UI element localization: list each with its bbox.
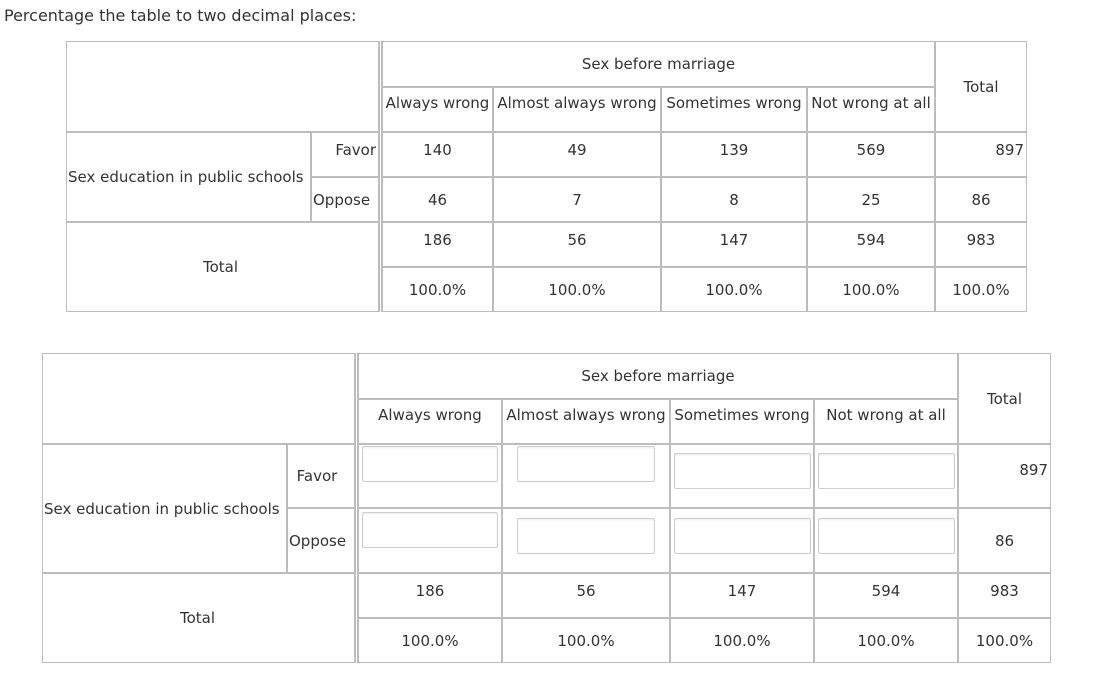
- cell-value: 897: [1019, 461, 1048, 479]
- cell-value: 897: [995, 141, 1024, 159]
- percent-sometimes-wrong: [661, 267, 807, 312]
- total-header: [935, 41, 1027, 132]
- cell-value: 56: [576, 582, 596, 600]
- cell-value: 983: [966, 231, 996, 249]
- percent-total: [935, 267, 1027, 312]
- total-sometimes-wrong: [670, 573, 814, 618]
- total-sometimes-wrong: [661, 222, 807, 267]
- cell-favor-always-wrong: [382, 132, 493, 177]
- row-label: Oppose: [313, 190, 371, 209]
- col-header-not-wrong-at-all: [807, 87, 935, 132]
- row-label-oppose: [311, 177, 379, 222]
- col-header-almost-always-wrong: [493, 87, 661, 132]
- row-label: Favor: [335, 141, 376, 159]
- cell-value: 147: [727, 582, 757, 600]
- total-row-label: Total: [202, 258, 239, 276]
- row-label: Favor: [296, 467, 338, 485]
- answer-input-favor-almost-always-wrong[interactable]: [517, 446, 655, 482]
- cell-favor-not-wrong-at-all: [807, 132, 935, 177]
- cell-value: 594: [856, 231, 886, 249]
- cell-oppose-total: [958, 508, 1051, 573]
- total-row-header: [42, 573, 355, 663]
- cell-value: 25: [861, 190, 881, 209]
- cell-value: 86: [994, 531, 1015, 550]
- col-header-always-wrong: [358, 399, 502, 444]
- row-group-header: [66, 132, 311, 222]
- col-header-label: Always wrong: [385, 94, 490, 112]
- cell-oppose-not-wrong-at-all: [807, 177, 935, 222]
- col-group-header: [382, 41, 935, 87]
- answer-input-favor-always-wrong[interactable]: [362, 446, 498, 482]
- cell-value: 100.0%: [401, 631, 459, 650]
- row-label-favor: [311, 132, 379, 177]
- percent-always-wrong: [382, 267, 493, 312]
- total-almost-always-wrong: [502, 573, 670, 618]
- cell-value: 147: [719, 231, 749, 249]
- total-not-wrong-at-all: [814, 573, 958, 618]
- cell-value: 100.0%: [842, 280, 900, 299]
- cell-value: 139: [719, 141, 749, 159]
- col-group-header: [358, 353, 958, 399]
- col-header-label: Almost always wrong: [497, 94, 657, 112]
- double-border: [355, 353, 358, 663]
- col-group-label: Sex before marriage: [581, 367, 735, 385]
- answer-input-favor-sometimes-wrong[interactable]: [674, 453, 811, 489]
- cell-value: 100.0%: [548, 280, 606, 299]
- cell-value: 56: [567, 231, 587, 249]
- percent-not-wrong-at-all: [814, 618, 958, 663]
- corner-cell: [42, 353, 355, 444]
- total-header-label: Total: [986, 389, 1023, 408]
- col-header-not-wrong-at-all: [814, 399, 958, 444]
- answer-input-oppose-always-wrong[interactable]: [362, 512, 498, 548]
- cell-value: 186: [415, 582, 445, 600]
- cell-value: 100.0%: [713, 631, 771, 650]
- col-header-label: Not wrong at all: [826, 406, 946, 424]
- col-header-label: Not wrong at all: [811, 94, 931, 112]
- total-header: [958, 353, 1051, 444]
- col-header-label: Almost always wrong: [506, 406, 666, 424]
- col-header-label: Sometimes wrong: [666, 94, 802, 112]
- cell-value: 186: [423, 231, 452, 249]
- answer-input-oppose-sometimes-wrong[interactable]: [674, 518, 811, 554]
- corner-cell: [66, 41, 379, 132]
- cell-value: 569: [856, 141, 886, 159]
- cell-value: 140: [423, 141, 452, 159]
- answer-input-oppose-not-wrong-at-all[interactable]: [818, 518, 955, 554]
- col-header-label: Always wrong: [378, 406, 482, 424]
- total-not-wrong-at-all: [807, 222, 935, 267]
- cell-oppose-total: [935, 177, 1027, 222]
- cell-value: 8: [729, 190, 739, 209]
- percent-not-wrong-at-all: [807, 267, 935, 312]
- cell-favor-sometimes-wrong: [661, 132, 807, 177]
- col-header-always-wrong: [382, 87, 493, 132]
- cell-favor-total: [935, 132, 1027, 177]
- cell-favor-total: [958, 444, 1051, 508]
- cell-value: 983: [990, 582, 1019, 600]
- cell-value: 100.0%: [975, 631, 1034, 650]
- cell-value: 594: [871, 582, 901, 600]
- cell-value: 46: [427, 190, 448, 209]
- col-header-label: Sometimes wrong: [674, 406, 810, 424]
- col-header-sometimes-wrong: [670, 399, 814, 444]
- total-always-wrong: [382, 222, 493, 267]
- cell-favor-almost-always-wrong: [493, 132, 661, 177]
- instruction-text: Percentage the table to two decimal places:: [4, 6, 357, 25]
- cell-value: 100.0%: [952, 280, 1010, 299]
- cell-value: 49: [567, 141, 587, 159]
- row-group-label: Sex education in public schools: [68, 168, 304, 186]
- cell-oppose-almost-always-wrong: [493, 177, 661, 222]
- grand-total: [935, 222, 1027, 267]
- cell-value: 100.0%: [557, 631, 615, 650]
- percent-total: [958, 618, 1051, 663]
- cell-oppose-sometimes-wrong: [661, 177, 807, 222]
- cell-value: 100.0%: [857, 631, 915, 650]
- col-header-almost-always-wrong: [502, 399, 670, 444]
- cell-oppose-always-wrong: [382, 177, 493, 222]
- cell-value: 100.0%: [705, 280, 763, 299]
- cell-value: 7: [572, 190, 582, 209]
- row-label: Oppose: [289, 531, 347, 550]
- percent-almost-always-wrong: [502, 618, 670, 663]
- total-almost-always-wrong: [493, 222, 661, 267]
- percent-sometimes-wrong: [670, 618, 814, 663]
- grand-total: [958, 573, 1051, 618]
- col-header-sometimes-wrong: [661, 87, 807, 132]
- total-always-wrong: [358, 573, 502, 618]
- row-group-label: Sex education in public schools: [44, 499, 280, 518]
- row-label-oppose: [287, 508, 355, 573]
- cell-value: 86: [971, 190, 991, 209]
- row-label-favor: [287, 444, 355, 508]
- percent-almost-always-wrong: [493, 267, 661, 312]
- total-row-header: [66, 222, 379, 312]
- cell-value: 100.0%: [408, 280, 467, 299]
- row-group-header: [42, 444, 287, 573]
- answer-input-oppose-almost-always-wrong[interactable]: [517, 518, 655, 554]
- percent-always-wrong: [358, 618, 502, 663]
- answer-input-favor-not-wrong-at-all[interactable]: [818, 453, 955, 489]
- total-row-label: Total: [179, 609, 216, 627]
- double-border: [379, 41, 382, 312]
- total-header-label: Total: [963, 77, 999, 96]
- col-group-label: Sex before marriage: [581, 55, 736, 73]
